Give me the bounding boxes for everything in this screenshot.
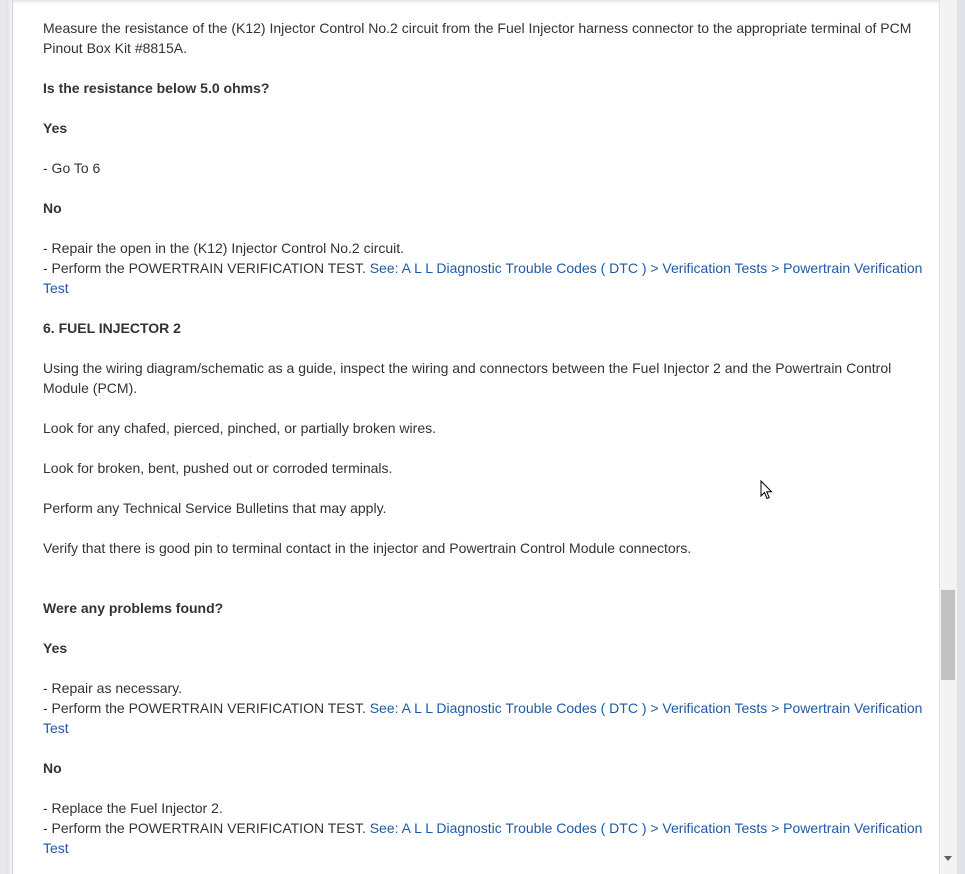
- document-body: [43, 18, 923, 874]
- section-6-paragraph-1: Using the wiring diagram/schematic as a guide, inspect the wiring and connectors between the Fuel Injector 2 and the Powertrain Control Module (PCM).: [43, 360, 892, 396]
- no-label-1: No: [43, 200, 62, 216]
- no-2-bullets: [43, 798, 923, 858]
- scrollbar-thumb[interactable]: [941, 590, 955, 680]
- section-6-paragraph-2: Look for any chafed, pierced, pinched, or partially broken wires.: [43, 420, 436, 436]
- bullet-verification-3: [43, 818, 923, 858]
- question-resistance: Is the resistance below 5.0 ohms?: [43, 80, 270, 96]
- verification-link-2[interactable]: See: A L L Diagnostic Trouble Codes ( DTC ) > Verification Tests > Powertrain Verification Test: [43, 700, 923, 736]
- bullet-repair-open: - Repair the open in the (K12) Injector Control No.2 circuit.: [43, 240, 405, 256]
- bullet-repair-necessary: - Repair as necessary.: [43, 680, 183, 696]
- question-problems: Were any problems found?: [43, 600, 224, 616]
- yes-label-2: Yes: [43, 640, 68, 656]
- spacer: [43, 578, 923, 598]
- section-6-title: 6. FUEL INJECTOR 2: [43, 320, 181, 336]
- bullet-verification-text: - Perform the POWERTRAIN VERIFICATION TEST.: [43, 260, 370, 276]
- document-content: [13, 0, 939, 874]
- section-6-paragraph-3: Look for broken, bent, pushed out or corroded terminals.: [43, 460, 393, 476]
- section-6-paragraph-5: Verify that there is good pin to terminal contact in the injector and Powertrain Control Module connectors.: [43, 540, 692, 556]
- bullet-verification-2: [43, 698, 923, 738]
- section-6-paragraph-4: Perform any Technical Service Bulletins that may apply.: [43, 500, 387, 516]
- window-right-edge: [957, 0, 965, 874]
- top-shadow: [13, 0, 939, 4]
- no-1-bullets: [43, 238, 923, 298]
- scroll-down-arrow-icon[interactable]: [944, 856, 952, 861]
- yes-label-1: Yes: [43, 120, 68, 136]
- mouse-cursor-icon: [760, 480, 774, 500]
- bullet-verification-text: - Perform the POWERTRAIN VERIFICATION TEST.: [43, 700, 370, 716]
- yes-2-bullets: [43, 678, 923, 738]
- bullet-verification-text: - Perform the POWERTRAIN VERIFICATION TEST.: [43, 820, 370, 836]
- vertical-scrollbar[interactable]: [939, 0, 965, 874]
- no-label-2: No: [43, 760, 62, 776]
- bullet-goto-6: - Go To 6: [43, 160, 101, 176]
- intro-paragraph: Measure the resistance of the (K12) Injector Control No.2 circuit from the Fuel Injector harness connector to the appropriate terminal of PCM Pinout Box Kit #8815A.: [43, 20, 912, 56]
- window-left-edge: [0, 0, 13, 874]
- verification-link-3[interactable]: See: A L L Diagnostic Trouble Codes ( DTC ) > Verification Tests > Powertrain Verification Test: [43, 820, 923, 856]
- bullet-verification-1: [43, 258, 923, 298]
- yes-1-bullets: [43, 158, 923, 178]
- bullet-replace-injector: - Replace the Fuel Injector 2.: [43, 800, 223, 816]
- verification-link-1[interactable]: See: A L L Diagnostic Trouble Codes ( DTC ) > Verification Tests > Powertrain Verification Test: [43, 260, 923, 296]
